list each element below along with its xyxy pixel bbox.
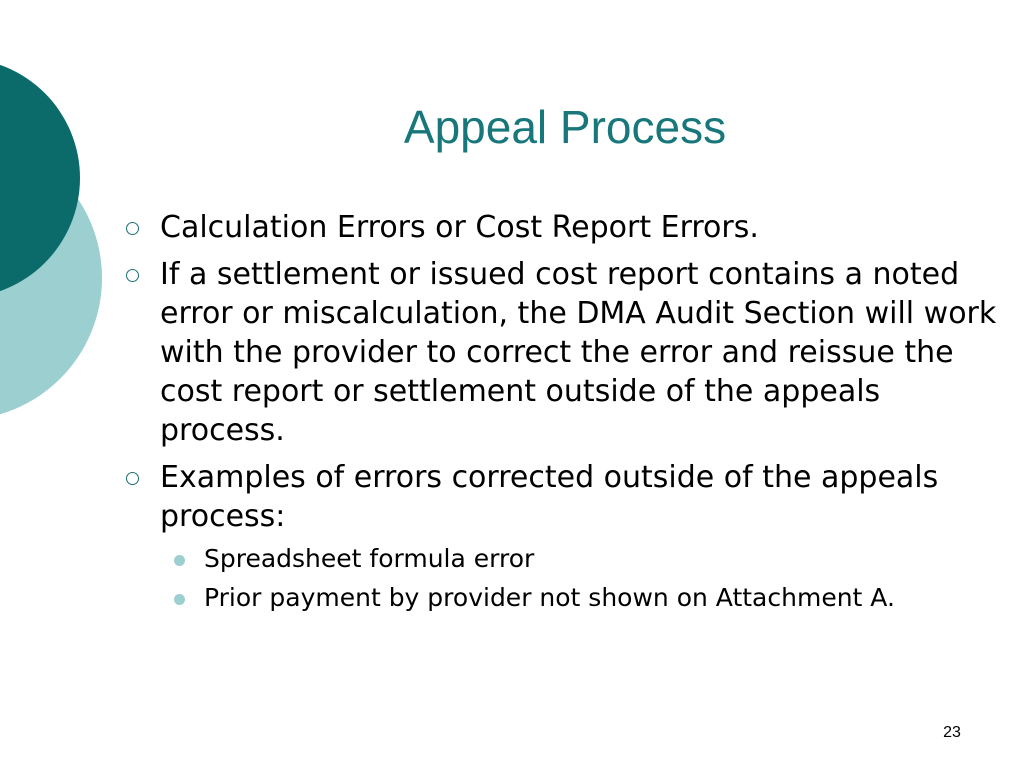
bullet-text: Examples of errors corrected outside of the appeals process:: [160, 460, 939, 534]
filled-circle-bullet-icon: [174, 594, 185, 605]
bullet-item: [118, 458, 998, 614]
sub-bullet-list: [160, 542, 998, 614]
bullet-text: Calculation Errors or Cost Report Errors.: [160, 210, 759, 245]
bullet-list: [118, 208, 998, 622]
filled-circle-bullet-icon: [174, 555, 185, 566]
page-number: 23: [943, 724, 961, 741]
bullet-item: [118, 255, 998, 450]
hollow-circle-bullet-icon: [126, 269, 139, 282]
sub-bullet-item: [160, 542, 998, 575]
hollow-circle-bullet-icon: [126, 472, 139, 485]
hollow-circle-bullet-icon: [126, 222, 139, 235]
sub-bullet-text: Spreadsheet formula error: [204, 544, 535, 573]
bullet-text: If a settlement or issued cost report contains a noted error or miscalculation, the DMA Audit Section will work with the provider to correct the error and reissue the cost report or settlement outside of the appeals process.: [160, 257, 997, 448]
sub-bullet-item: [160, 581, 998, 614]
slide-title: Appeal Process: [403, 101, 727, 153]
bullet-item: [118, 208, 998, 247]
sub-bullet-text: Prior payment by provider not shown on Attachment A.: [204, 583, 895, 612]
